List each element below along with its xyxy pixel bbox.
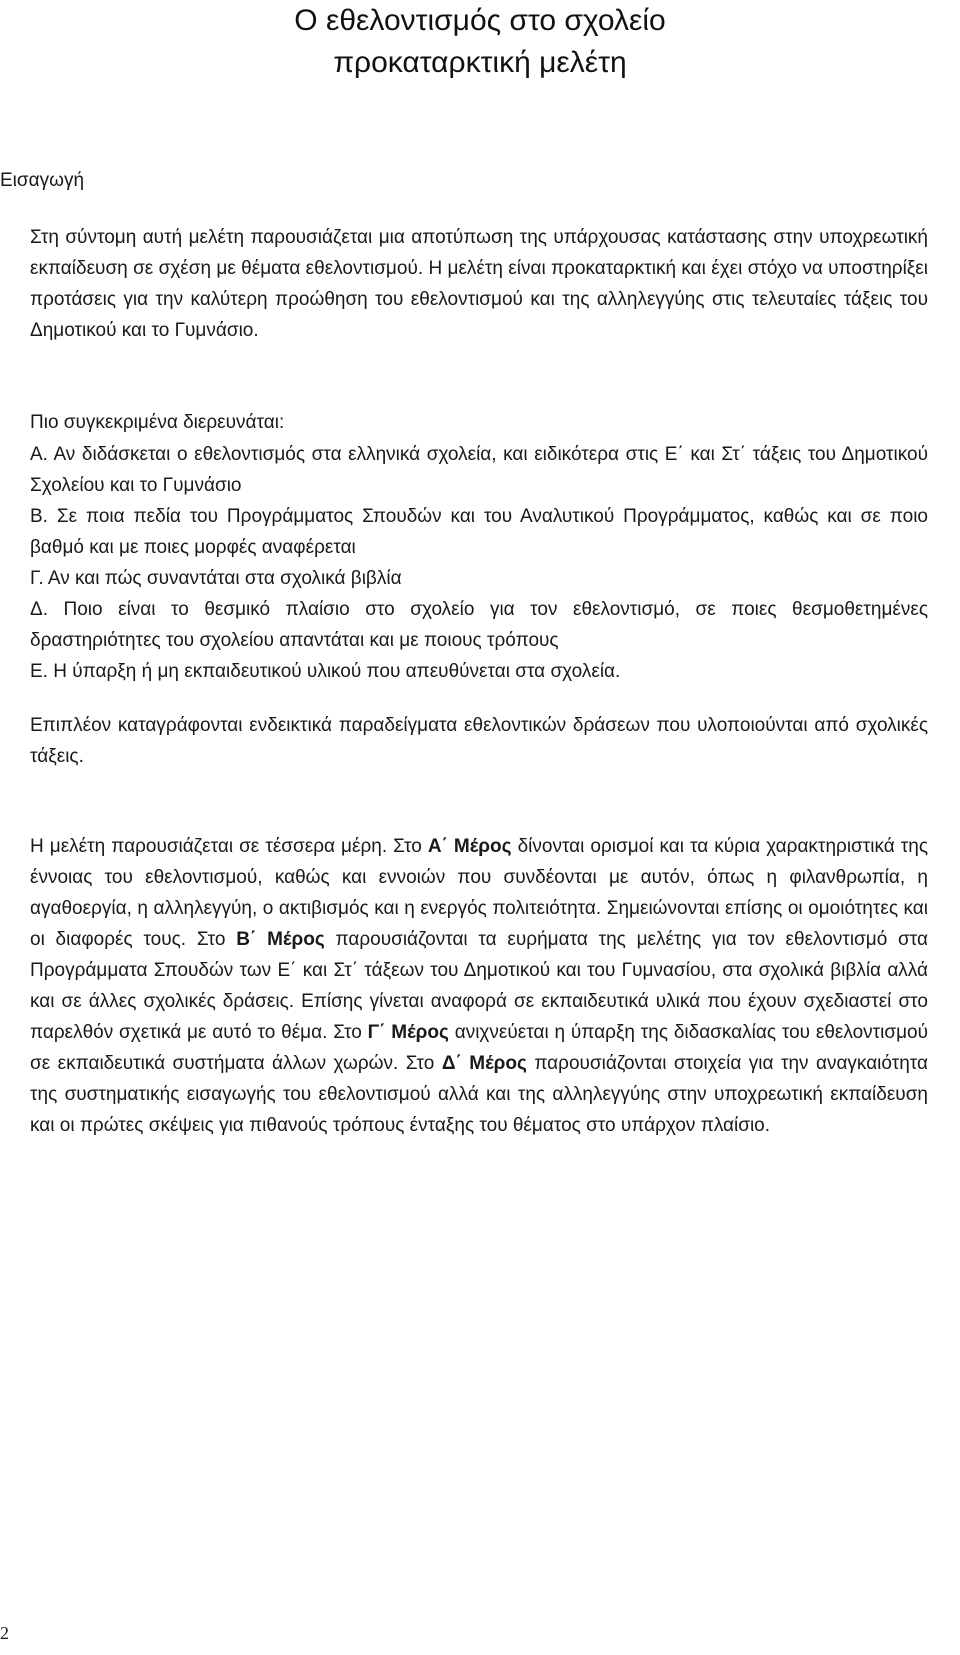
research-questions-list — [30, 439, 928, 687]
section-heading-introduction: Εισαγωγή — [0, 170, 85, 191]
parts-text-segment: παρουσιάζονται τα ευρήματα της μελέτης για τον εθελοντισμό στα Προγράμματα Σπουδών των Ε΄ και Στ΄ τάξεων του Δημοτικού και του Γυμνασίου, στα σχολικά βιβλία αλλά και σε άλλες σχολικές δράσεις. Επίσης γίνεται αναφορά σε εκπαιδευτικά υλικά που έχουν σχεδιαστεί στο παρελθόν σχετικά με αυτό το θέμα. Στο — [30, 929, 929, 1043]
parts-text-segment: δίνονται ορισμοί και τα κύρια χαρακτηριστικά της έννοιας του εθελοντισμού, καθώς και εννοιών που συνδέονται με αυτόν, όπως η φιλανθρωπία, η αγαθοεργία, η αλληλεγγύη, ο ακτιβισμός και η ενεργός πολιτειότητα. Σημειώνονται επίσης οι ομοιότητες και οι διαφορές τους. Στο — [30, 836, 929, 950]
specifically-label: Πιο συγκεκριμένα διερευνάται: — [30, 412, 285, 433]
part-d-label: Δ΄ Μέρος — [441, 1053, 527, 1074]
parts-paragraph — [30, 831, 928, 1141]
list-item: Α. Αν διδάσκεται ο εθελοντισμός στα ελληνικά σχολεία, και ειδικότερα στις Ε΄ και Στ΄ τάξεις του Δημοτικού Σχολείου και το Γυμνάσιο — [30, 444, 928, 496]
part-c-label: Γ΄ Μέρος — [367, 1022, 449, 1043]
intro-paragraph: Στη σύντομη αυτή μελέτη παρουσιάζεται μια αποτύπωση της υπάρχουσας κατάστασης στην υποχρεωτική εκπαίδευση σε σχέση με θέματα εθελοντισμού. Η μελέτη είναι προκαταρκτική και έχει στόχο να υποστηρίξει προτάσεις για την καλύτερη προώθηση του εθελοντισμού και της αλληλεγγύης στις τελευταίες τάξεις του Δημοτικού και το Γυμνάσιο. — [30, 227, 928, 341]
parts-text-segment: παρουσιάζονται στοιχεία για την αναγκαιότητα της συστηματικής εισαγωγής του εθελοντισμού αλλά και της αλληλεγγύης στην υποχρεωτική εκπαίδευση και οι πρώτες σκέψεις για πιθανούς τρόπους ένταξης του θέματος στο υπάρχον πλαίσιο. — [30, 1053, 928, 1136]
list-item: Ε. Η ύπαρξη ή μη εκπαιδευτικού υλικού που απευθύνεται στα σχολεία. — [30, 661, 621, 682]
additionally-paragraph: Επιπλέον καταγράφονται ενδεικτικά παραδείγματα εθελοντικών δράσεων που υλοποιούνται από σχολικές τάξεις. — [30, 715, 928, 767]
part-b-label: Β΄ Μέρος — [236, 929, 325, 950]
part-a-label: Α΄ Μέρος — [427, 836, 512, 857]
list-item: Β. Σε ποια πεδία του Προγράμματος Σπουδών και του Αναλυτικού Προγράμματος, καθώς και σε ποιο βαθμό και με ποιες μορφές αναφέρεται — [30, 506, 928, 558]
list-item: Γ. Αν και πώς συναντάται στα σχολικά βιβλία — [30, 568, 402, 589]
list-item: Δ. Ποιο είναι το θεσμικό πλαίσιο στο σχολείο για τον εθελοντισμό, σε ποιες θεσμοθετημένες δραστηριότητες του σχολείου απαντάται και με ποιους τρόπους — [30, 599, 928, 651]
document-subtitle: προκαταρκτική μελέτη — [333, 46, 627, 79]
document-title: Ο εθελοντισμός στο σχολείο — [294, 4, 666, 37]
parts-text-segment: ανιχνεύεται η ύπαρξη της διδασκαλίας του εθελοντισμού σε εκπαιδευτικά συστήματα άλλων χωρών. Στο — [30, 1022, 928, 1074]
parts-text-segment: Η μελέτη παρουσιάζεται σε τέσσερα μέρη. Στο — [30, 836, 428, 857]
page-number: 2 — [0, 1623, 9, 1643]
